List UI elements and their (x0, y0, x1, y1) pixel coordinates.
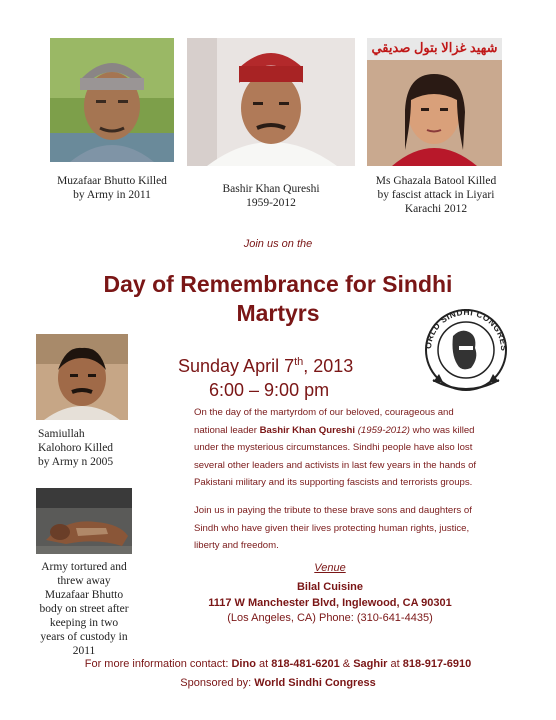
leader-name: Bashir Khan Qureshi (259, 424, 356, 436)
caption-line: 2011 (72, 645, 96, 657)
logo-text: ORLD SINDHI CONGRES (422, 306, 510, 352)
caption-line: Samiullah (38, 428, 85, 440)
paragraph-tribute (194, 502, 524, 555)
caption-line: Karachi 2012 (404, 203, 468, 215)
contact-phone[interactable]: 818-481-6201 (271, 658, 340, 670)
event-date-ordinal: th (294, 356, 304, 368)
venue-name: Bilal Cuisine (296, 581, 364, 593)
caption-line: years of custody in (40, 631, 128, 643)
paragraph-martyrdom (194, 404, 524, 492)
paragraph-line: Join us in paying the tribute to these brave sons and daughters of (194, 505, 472, 516)
caption-bashir-khan-qureshi (196, 182, 346, 210)
sponsor-line: Sponsored by: World Sindhi Congress (180, 677, 376, 689)
leader-years: (1959-2012) (355, 424, 410, 436)
portrait-muzafaar-bhutto (50, 38, 174, 162)
caption-line: body on street after (39, 603, 129, 615)
venue-label: Venue (314, 562, 346, 574)
venue-city-phone: (Los Angeles, CA) Phone: (310-641-4435) (227, 612, 433, 624)
paragraph-line: several other leaders and activists in last few years in the hands of (194, 459, 477, 471)
caption-line: threw away (57, 575, 111, 587)
caption-line: Kalohoro Killed (38, 442, 114, 454)
event-time: 6:00 – 9:00 pm (209, 380, 330, 400)
caption-line: by fascist attack in Liyari (377, 189, 495, 201)
contact-name: Dino (231, 658, 256, 670)
paragraph-line: national leader Bashir Khan Qureshi (1959-2012) who was killed (194, 424, 475, 436)
caption-line: Army tortured and (41, 561, 127, 573)
world-sindhi-congress-logo (417, 302, 515, 394)
paragraph-line: On the day of the martyrdom of our beloved, courageous and (194, 407, 454, 418)
caption-samiullah-kalohoro (24, 427, 144, 469)
invite-text: Join us on the (243, 238, 313, 250)
paragraph-line: Sindh who have given their lives protecting human rights, justice, (194, 522, 470, 534)
caption-line: Muzafaar Bhutto Killed (57, 175, 167, 187)
sponsor-name: World Sindhi Congress (254, 677, 376, 689)
portrait-samiullah-kalohoro (36, 334, 128, 420)
title-line-2: Martyrs (236, 300, 320, 326)
caption-muzafaar-bhutto (36, 174, 188, 202)
caption-ghazala-batool (362, 174, 510, 216)
portrait-ghazala-batool (367, 38, 502, 166)
contact-phone[interactable]: 818-917-6910 (402, 658, 472, 670)
caption-line: 1959-2012 (246, 197, 296, 209)
paragraph-line: Pakistani military and its supporting fascists and terrorists groups. (194, 477, 473, 488)
caption-line: Bashir Khan Qureshi (222, 183, 320, 195)
caption-line: Muzafaar Bhutto (44, 589, 124, 601)
title-line-1: Day of Remembrance for Sindhi (103, 271, 453, 297)
event-date (178, 356, 353, 377)
caption-line: keeping in two (49, 617, 119, 629)
venue-address: 1117 W Manchester Blvd, Inglewood, CA 90301 (208, 597, 452, 609)
paragraph-line: liberty and freedom. (194, 540, 279, 551)
event-date-year: , 2013 (303, 356, 354, 376)
contact-line: For more information contact: Dino at 818-481-6201 & Saghir at 818-917-6910 (84, 658, 472, 670)
caption-line: by Army n 2005 (38, 456, 114, 468)
caption-line: by Army in 2011 (73, 189, 151, 201)
paragraph-line: under the mysterious circumstances. Sindhi people have also lost (194, 442, 473, 453)
event-date-main: Sunday April 7 (178, 356, 295, 376)
caption-body-on-street (26, 560, 142, 658)
contact-name: Saghir (353, 658, 388, 670)
portrait-bashir-khan-qureshi (187, 38, 355, 166)
caption-line: Ms Ghazala Batool Killed (375, 175, 497, 187)
photo-body-on-street (36, 488, 132, 554)
urdu-name-banner: شهيد غزالا بتول صديقي (367, 38, 502, 60)
